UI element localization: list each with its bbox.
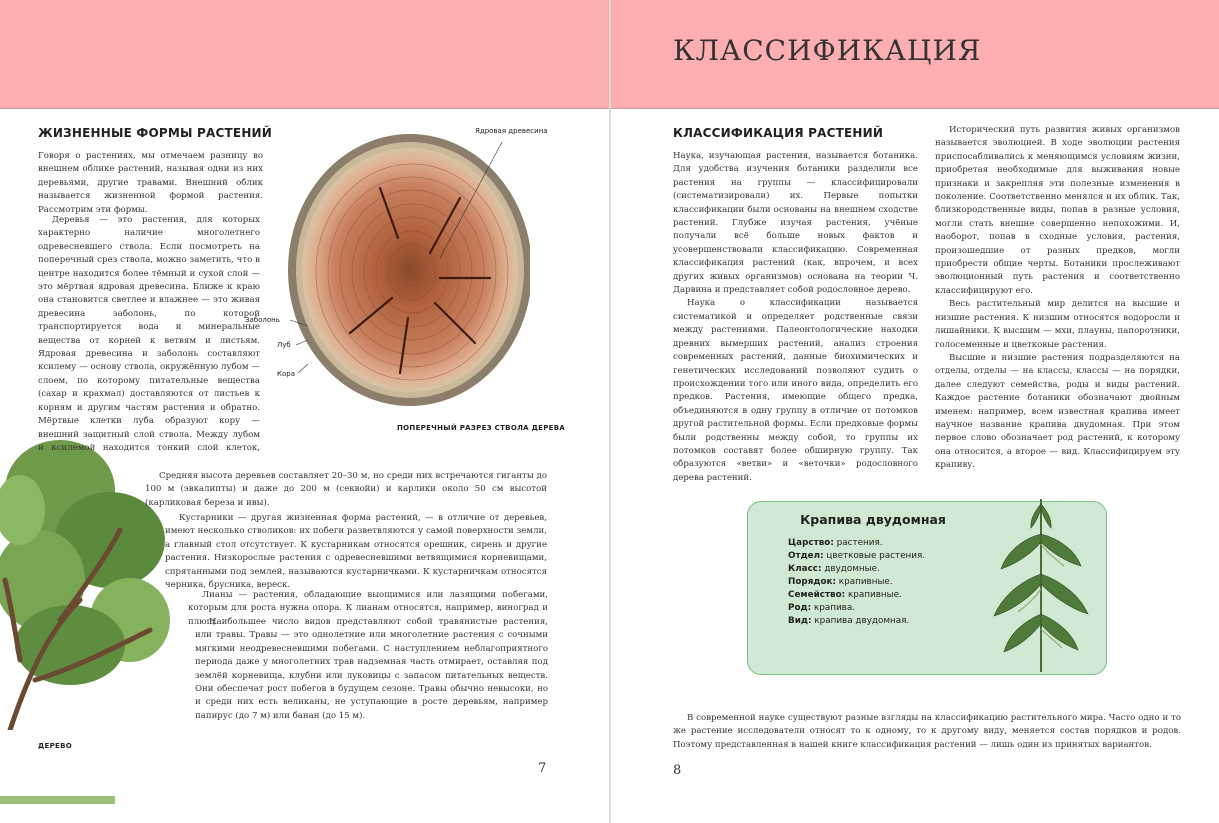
page-number-left: 7 bbox=[538, 761, 547, 776]
trunk-cross-section-illustration bbox=[280, 128, 530, 413]
paragraph-classification-views: В современной науке существуют разные взгляды на классификацию растительного мира. Часто одно и то же растение исследователи относят то к одному, то к другому виду, меняется состав порядков и родов. Поэтому представленная в нашей книге классификация растений — лишь один из принятых вариантов. bbox=[673, 713, 1181, 750]
taxonomy-row-division: Отдел: цветковые растения. bbox=[788, 551, 926, 561]
paragraph-botany: Наука, изучающая растения, называется ботаника. Для удобства изучения ботаники разделили все растения на группы — классифицировали (систематизировали) их. Первые попытки классификации были основаны на внешнем сходстве растений. Глубже изучая растения, учёные получали всё больше новых фактов и усовершенствовали классификацию. Современная классификация растений (как, впрочем, и всех других живых организмов) основана на теории Ч. Дарвина и представляет собой родословное дерево. bbox=[673, 151, 918, 296]
left-page bbox=[0, 0, 609, 823]
body-paragraph-1 bbox=[38, 150, 263, 217]
paragraph-evolution: Исторический путь развития живых организмов называется эволюцией. В ходе эволюции растения приспосабливались к меняющимся условиям жизни, приобретая необходимые для выживания новые признаки и закрепляя эти полезные изменения в поколение. Соответственно менялся и их облик. Так, близкородственные виды, попав в разные условия, могли стать внешне совершенно непохожими. И, наоборот, попав в сходные условия, растения, произошедшие от разных предков, могли приобрести общие черты. Ботаники прослеживают эволюционный путь растения и соответственно классифицируют его. bbox=[935, 125, 1180, 296]
taxonomy-row-family: Семейство: крапивные. bbox=[788, 590, 902, 600]
header-band-left bbox=[0, 0, 609, 109]
body-paragraph-3 bbox=[145, 470, 547, 510]
tree-caption: ДЕРЕВО bbox=[38, 742, 73, 750]
grass-strip bbox=[0, 792, 120, 806]
section-heading-life-forms: ЖИЗНЕННЫЕ ФОРМЫ РАСТЕНИЙ bbox=[38, 126, 273, 140]
paragraph-intro: Говоря о растениях, мы отмечаем разницу во внешнем облике растений, называя одни из них деревьями, другие травами. Внешний облик называется жизненной формой растения. Рассмотрим эти формы. bbox=[38, 151, 263, 215]
label-sapwood: Заболонь bbox=[245, 316, 280, 324]
right-page bbox=[611, 0, 1219, 823]
paragraph-trees: Деревья — это растения, для которых характерно наличие многолетнего одревесневшего ствола. Если посмотреть на поперечный срез ствола, можно заметить, что в центре находится более тёмный и сухой слой — это мёртвая ядровая древесина. Ближе к краю она становится светлее и влажнее — это живая древесина заболонь, по которой транспортируется вода и минеральные вещества от корней к ветвям и листьям. Ядровая древесина и заболонь составляют ксилему — основу ствола, окружённую лубом — слоем, по которому питательные вещества (сахар и крахмал) доставляются от листьев к корням и другим частям растения и обратно. Мёртвые клетки луба образуют кору — внешний защитный слой ствола. Между лубом и ксилемой находится тонкий слой клеток, bbox=[38, 215, 260, 453]
label-heartwood: Ядровая древесина bbox=[475, 127, 548, 135]
taxonomy-row-species: Вид: крапива двудомная. bbox=[788, 616, 910, 626]
label-phloem: Луб bbox=[277, 341, 291, 349]
taxonomy-list bbox=[788, 537, 925, 628]
right-column-2 bbox=[935, 124, 1180, 473]
label-leader-lines bbox=[280, 318, 310, 378]
label-bark: Кора bbox=[277, 370, 295, 378]
paragraph-systematics: Наука о классификации называется систематикой и определяет родственные связи между растениями. Палеонтологические находки древних вымерших растений, анализ строения современных растений, данные биохимических и генетических исследований позволяют судить о происхождении того или иного вида, определить его предков. Растения, имеющие общего предка, объединяются в одну группу в отличие от потомков другой растительной формы. Если предковые формы были родственны между собой, то группы их потомков составят более обширную группу. Так образуются «ветви» и «веточки» родословного дерева растений. bbox=[673, 298, 918, 483]
body-paragraph-6 bbox=[195, 616, 548, 723]
paragraph-ranks: Высшие и низшие растения подразделяются на отделы, отделы — на классы, классы — на порядки, далее следуют семейства, роды и виды растений. Каждое растение ботаники обозначают двойным именем: например, всем известная крапива имеет научное название крапива двудомная. При этом первое слово обозначает род растений, к которому она относится, а второе — вид. Классифицируем эту крапиву. bbox=[935, 352, 1180, 471]
body-paragraph-4 bbox=[165, 512, 547, 592]
paragraph-shrubs: Кустарники — другая жизненная форма растений, — в отличие от деревьев, имеют несколько стволиков: их побеги разветвляются у самой поверхности земли, а главный стол отсутствует. К кустарникам относятся орешник, сирень и другие растения. Низкорослые растения с одревесневшими ветвящимися корневищами, спрятанными под землей, называются кустарничками. К кустарничкам относятся черника, брусника, вереск. bbox=[165, 513, 547, 591]
header-band-right bbox=[611, 0, 1219, 109]
page-number-right: 8 bbox=[673, 763, 682, 778]
paragraph-lianas: Лианы — растения, обладающие выощимися или лазящими побегами, которым для роста нужна опора. К лианам относятся, например, виноград и плющ. bbox=[188, 590, 548, 627]
section-heading-classification: КЛАССИФИКАЦИЯ РАСТЕНИЙ bbox=[673, 126, 884, 140]
paragraph-higher-lower: Весь растительный мир делится на высшие и низшие растения. К низшим относятся водоросли и лишайники. К высшим — мхи, плауны, папоротники, голосеменные и цветковые растения. bbox=[935, 299, 1180, 350]
info-box-title: Крапива двудомная bbox=[800, 512, 946, 527]
taxonomy-row-order: Порядок: крапивные. bbox=[788, 577, 893, 587]
nettle-illustration bbox=[986, 494, 1096, 674]
nettle-info-box bbox=[747, 501, 1107, 675]
paragraph-herbs: Наибольшее число видов представляют собой травянистые растения, или травы. Травы — это однолетние или многолетние растения с сочными мягкими неодревесневшими побегами. С наступлением неблагоприятного периода даже у многолетних трав надземная часть отмирает, оставляя под землёй корневища, клубни или луковицы с запасом питательных веществ. Они обеспечат рост побегов в будущем сезоне. Травы обычно невысоки, но и среди них есть великаны, не уступающие в росте деревьям, например папирус (до 7 м) или банан (до 15 м). bbox=[195, 617, 548, 721]
taxonomy-row-genus: Род: крапива. bbox=[788, 603, 856, 613]
taxonomy-row-kingdom: Царство: растения. bbox=[788, 538, 883, 548]
trunk-caption: ПОПЕРЕЧНЫЙ РАЗРЕЗ СТВОЛА ДЕРЕВА bbox=[397, 424, 566, 432]
taxonomy-row-class: Класс: двудомные. bbox=[788, 564, 880, 574]
bottom-paragraph bbox=[673, 712, 1181, 752]
body-paragraph-2 bbox=[38, 214, 260, 454]
paragraph-heights: Средняя высота деревьев составляет 20–30 м, но среди них встречаются гиганты до 100 м (эвкалипты) и даже до 200 м (секвойи) и карлики около 50 см высотой (карликовая береза и ивы). bbox=[145, 471, 547, 508]
right-column-1 bbox=[673, 150, 918, 485]
chapter-title: КЛАССИФИКАЦИЯ bbox=[673, 34, 982, 67]
